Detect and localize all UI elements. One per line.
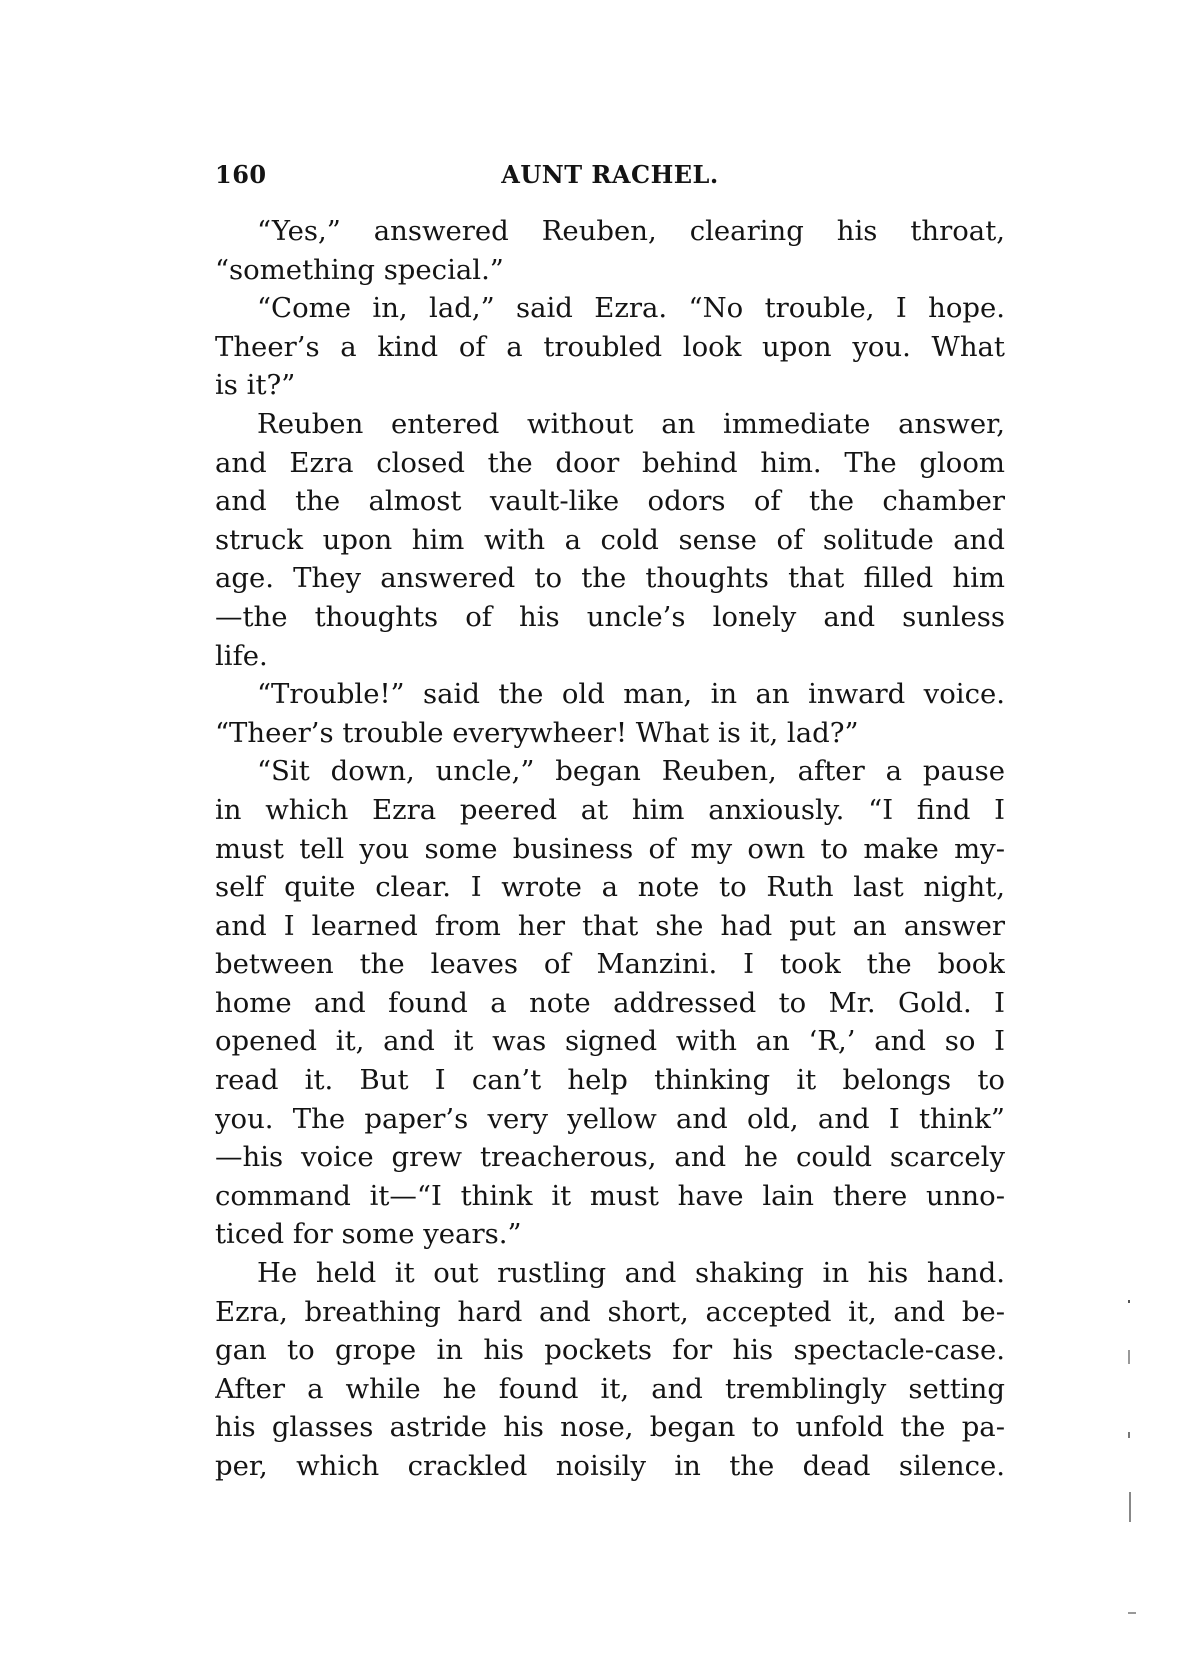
text-line: “Trouble!” said the old man, in an inward voice.: [257, 678, 1005, 711]
text-line: Ezra, breathing hard and short, accepted it, and be-: [215, 1295, 1005, 1328]
scan-mark: [1128, 1350, 1130, 1364]
text-line: age. They answered to the thoughts that filled him: [215, 562, 1005, 595]
text-line: Reuben entered without an immediate answer,: [257, 407, 1005, 440]
text-line: “Theer’s trouble everywheer! What is it, lad?”: [215, 716, 859, 749]
text-line: He held it out rustling and shaking in his hand.: [257, 1257, 1005, 1290]
scan-mark: [1128, 1300, 1130, 1303]
text-line: “Yes,” answered Reuben, clearing his throat,: [257, 215, 1005, 247]
text-line: and Ezra closed the door behind him. The gloom: [215, 446, 1005, 479]
running-head: [215, 160, 1005, 196]
text-line: per, which crackled noisily in the dead silence.: [215, 1450, 1005, 1482]
text-line: “Sit down, uncle,” began Reuben, after a pause: [257, 755, 1005, 788]
scan-mark: [1128, 1612, 1136, 1614]
text-line: Theer’s a kind of a troubled look upon you. What: [215, 330, 1005, 363]
text-line: command it—“I think it must have lain there unno-: [215, 1179, 1005, 1212]
text-line: life.: [215, 639, 268, 672]
text-line: and I learned from her that she had put an answer: [215, 909, 1005, 942]
body-text: [215, 212, 1005, 1486]
text-line: —his voice grew treacherous, and he could scarcely: [215, 1141, 1005, 1174]
text-line: “something special.”: [215, 253, 504, 286]
text-line: and the almost vault-like odors of the chamber: [215, 485, 1005, 518]
scan-mark: [1128, 1432, 1130, 1438]
text-line: in which Ezra peered at him anxiously. “I find I: [215, 793, 1005, 826]
text-line: must tell you some business of my own to make my-: [215, 832, 1005, 865]
text-line: struck upon him with a cold sense of solitude and: [215, 523, 1005, 556]
text-line: read it. But I can’t help thinking it belongs to: [215, 1064, 1005, 1097]
text-line: opened it, and it was signed with an ‘R,’ and so I: [215, 1025, 1005, 1058]
text-line: self quite clear. I wrote a note to Ruth last night,: [215, 871, 1005, 904]
text-line: his glasses astride his nose, began to unfold the pa-: [215, 1411, 1005, 1444]
text-line: is it?”: [215, 369, 296, 402]
text-line: After a while he found it, and tremblingly setting: [215, 1372, 1005, 1405]
text-line: home and found a note addressed to Mr. Gold. I: [215, 986, 1005, 1019]
text-line: —the thoughts of his uncle’s lonely and sunless: [215, 600, 1005, 633]
text-line: you. The paper’s very yellow and old, and I think”: [215, 1102, 1005, 1135]
text-line: ticed for some years.”: [215, 1218, 522, 1251]
running-title: AUNT RACHEL.: [501, 160, 719, 189]
text-line: between the leaves of Manzini. I took the book: [215, 948, 1005, 981]
text-line: “Come in, lad,” said Ezra. “No trouble, I hope.: [257, 292, 1005, 325]
page-number: 160: [215, 160, 267, 189]
text-line: gan to grope in his pockets for his spectacle-case.: [215, 1334, 1005, 1367]
scan-mark: [1129, 1492, 1131, 1522]
